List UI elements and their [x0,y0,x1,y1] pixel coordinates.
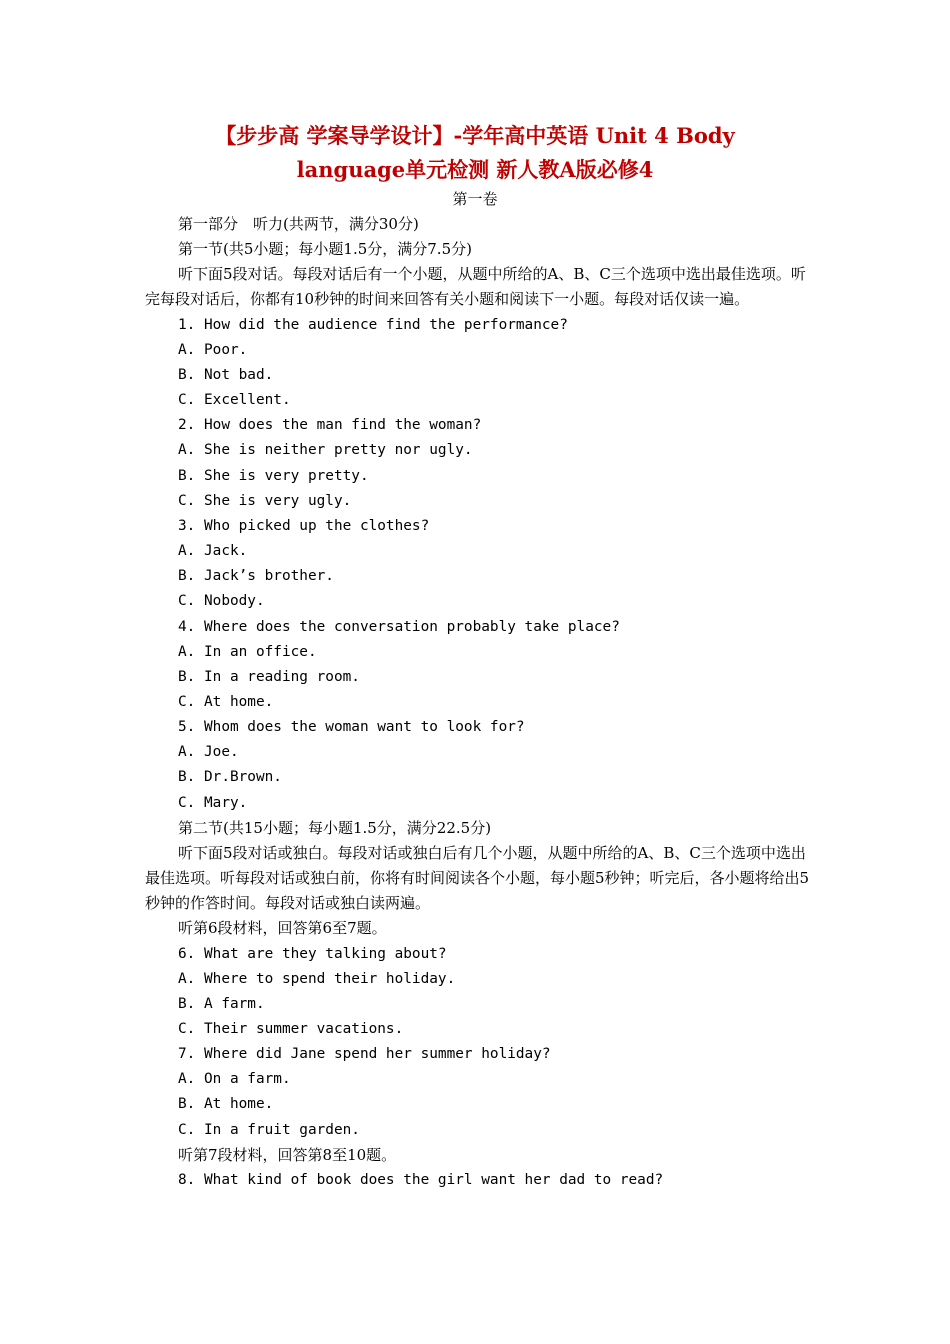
option-line: A. Where to spend their holiday. [178,970,456,987]
document-title-line-2: language单元检测 新人教A版必修4 [296,157,654,182]
document-title-line-1: 【步步高 学案导学设计】-学年高中英语 Unit 4 Body [215,123,735,148]
option-line: B. She is very pretty. [178,467,369,484]
option-line: C. At home. [178,693,274,710]
option-line: C. She is very ugly. [178,492,352,509]
question-line: 8. What kind of book does the girl want her dad to read? [178,1171,664,1188]
option-line: C. Nobody. [178,593,265,610]
question-line: 4. Where does the conversation probably take place? [178,618,620,635]
option-line: B. A farm. [178,995,265,1012]
question-line: 1. How did the audience find the performance? [178,316,568,333]
passage6-heading: 听第6段材料，回答第6至7题。 [178,919,387,938]
option-line: B. In a reading room. [178,668,360,685]
option-line: A. In an office. [178,643,317,660]
option-line: B. Dr.Brown. [178,769,282,786]
option-line: A. Poor. [178,341,248,358]
option-line: A. She is neither pretty nor ugly. [178,442,473,459]
section1-heading: 第一节(共5小题；每小题1.5分，满分7.5分) [178,240,472,259]
section2-instructions: 听下面5段对话或独白。每段对话或独白后有几个小题，从题中所给的A、B、C三个选项中选出最佳选项。听每段对话或独白前，你将有时间阅读各个小题，每小题5秒钟；听完后，各小题将给出5秒钟的作答时间。每段对话或独白读两遍。 [145,843,810,913]
option-line: B. Not bad. [178,366,274,383]
question-line: 5. Whom does the woman want to look for? [178,719,525,736]
section2-heading: 第二节(共15小题；每小题1.5分，满分22.5分) [178,818,492,837]
option-line: C. Excellent. [178,392,291,409]
option-line: B. Jack’s brother. [178,568,334,585]
option-line: B. At home. [178,1096,274,1113]
question-line: 3. Who picked up the clothes? [178,517,430,534]
passage6-questions [145,942,810,1143]
document-body [145,212,810,1193]
question-line: 6. What are they talking about? [178,945,447,962]
question-line: 7. Where did Jane spend her summer holiday? [178,1046,551,1063]
question-line: 2. How does the man find the woman? [178,417,482,434]
passage7-heading: 听第7段材料，回答第8至10题。 [178,1145,397,1164]
section1-questions [145,313,810,816]
option-line: C. Mary. [178,794,248,811]
passage7-questions [145,1168,810,1193]
section1-instructions: 听下面5段对话。每段对话后有一个小题，从题中所给的A、B、C三个选项中选出最佳选项。听完每段对话后，你都有10秒钟的时间来回答有关小题和阅读下一小题。每段对话仅读一遍。 [145,265,806,309]
option-line: A. Joe. [178,744,239,761]
volume-heading: 第一卷 [452,190,498,208]
part1-heading: 第一部分 听力(共两节，满分30分) [178,215,419,233]
option-line: C. Their summer vacations. [178,1021,404,1037]
option-line: A. On a farm. [178,1071,291,1088]
option-line: C. In a fruit garden. [178,1121,360,1138]
option-line: A. Jack. [178,543,248,560]
